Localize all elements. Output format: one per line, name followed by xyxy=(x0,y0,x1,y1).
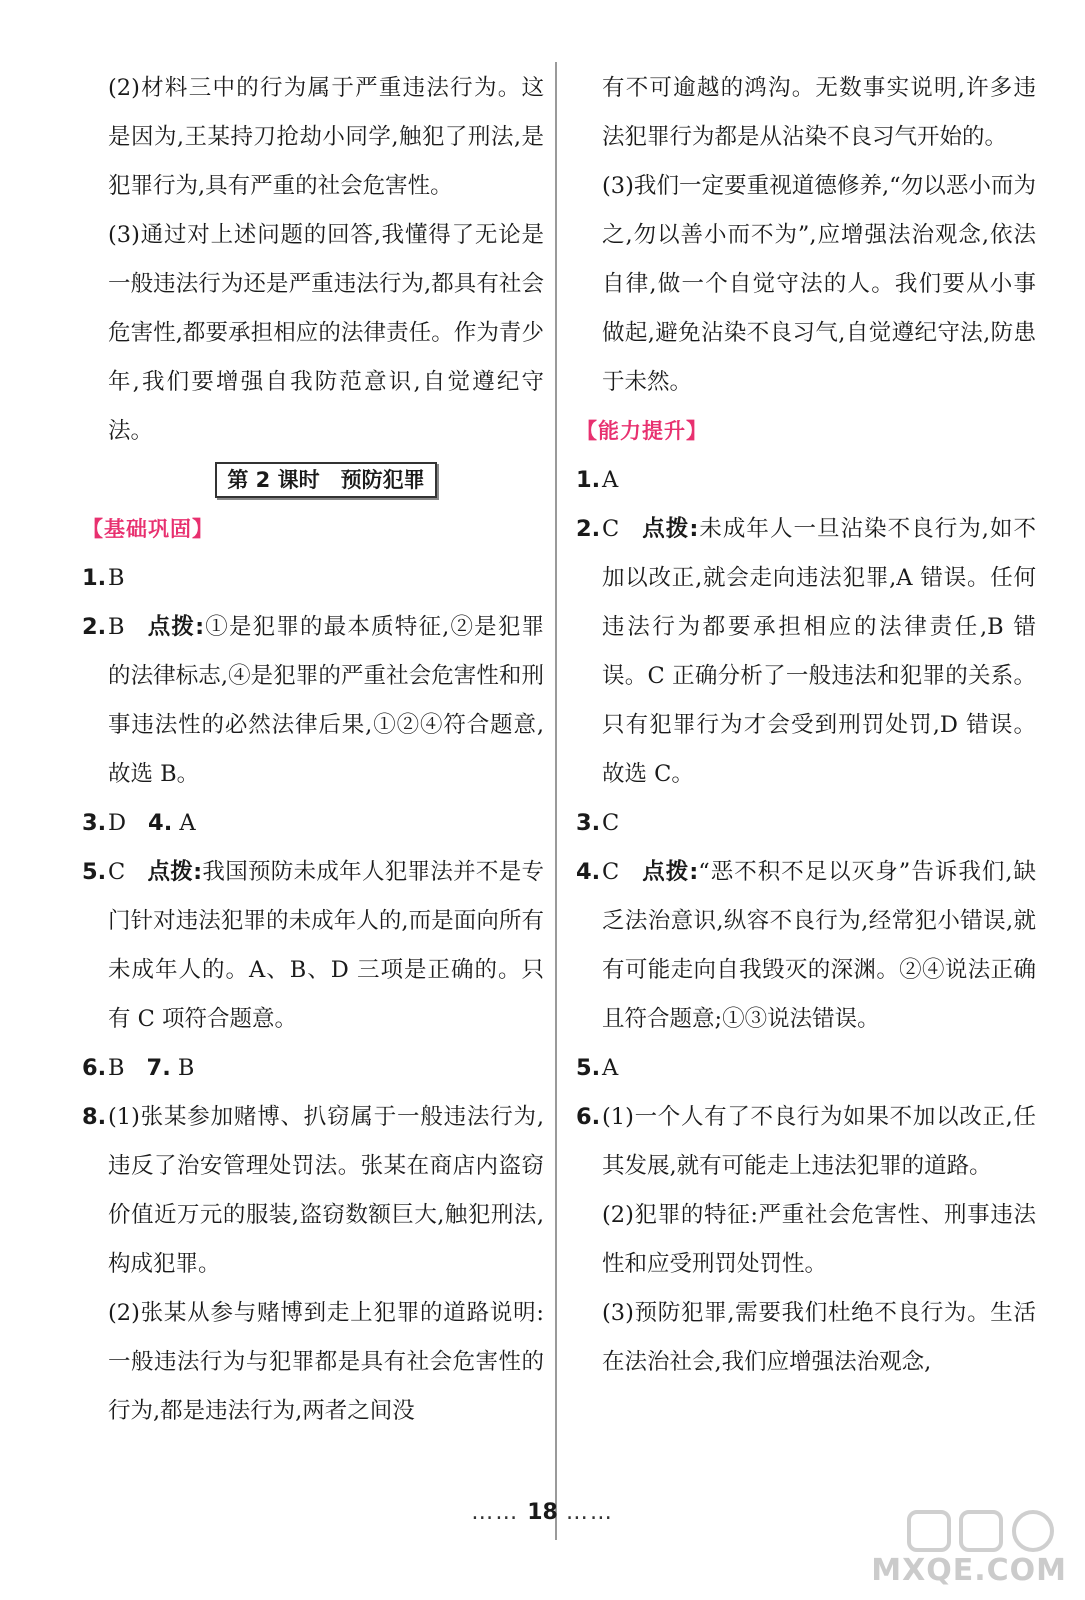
hint-label: 点拨: xyxy=(146,614,205,640)
answer-item xyxy=(82,1093,544,1289)
item-answer: (1)一个人有了不良行为如果不加以改正,任其发展,就有可能走上违法犯罪的道路。 xyxy=(602,1104,1036,1179)
item-answer: B xyxy=(108,614,125,640)
hint-text: 未成年人一旦沾染不良行为,如不加以改正,就会走向违法犯罪,A 错误。任何违法行为都要承担相应的法律责任,B 错误。C 正确分析了一般违法和犯罪的关系。只有犯罪行为才会受到刑罚处罚,D 错误。故选 C。 xyxy=(602,516,1037,787)
right-column xyxy=(576,64,1036,1387)
item-number: 6. xyxy=(576,1104,601,1130)
item-answer-with-hint xyxy=(602,848,1036,1044)
item-answer: B xyxy=(177,1055,195,1081)
item-answer-pair xyxy=(108,799,544,848)
paragraph: (2)犯罪的特征:严重社会危害性、刑事违法性和应受刑罚处罚性。 xyxy=(602,1202,1036,1277)
item-answer: C xyxy=(602,516,620,542)
item-answer: C xyxy=(108,859,126,885)
paragraph: (2)张某从参与赌博到走上犯罪的道路说明:一般违法行为与犯罪都是具有社会危害性的行为,都是违法行为,两者之间没 xyxy=(108,1300,544,1424)
paragraph: (3)我们一定要重视道德修养,“勿以恶小而为之,勿以善小而不为”,应增强法治观念,依法自律,做一个自觉守法的人。我们要从小事做起,避免沾染不良习气,自觉遵纪守法,防患于未然。 xyxy=(602,173,1036,395)
item-number: 3. xyxy=(82,810,107,836)
section-tag-basic: 【基础巩固】 xyxy=(82,517,214,541)
hint-text: “恶不积不足以灭身”告诉我们,缺乏法治意识,纵容不良行为,经常犯小错误,就有可能走向自我毁灭的深渊。②④说法正确且符合题意;①③说法错误。 xyxy=(602,859,1036,1032)
column-divider xyxy=(555,62,557,1540)
item-number: 7. xyxy=(146,1055,171,1081)
answer-item xyxy=(576,1044,1036,1093)
item-answer: (1)张某参加赌博、扒窃属于一般违法行为,违反了治安管理处罚法。张某在商店内盗窃价值近万元的服装,盗窃数额巨大,触犯刑法,构成犯罪。 xyxy=(108,1104,544,1277)
item-answer: A xyxy=(602,467,619,493)
footer-dots: …… xyxy=(565,1500,614,1525)
item-number: 1. xyxy=(576,467,601,493)
item-answer: A xyxy=(179,810,196,836)
paragraph: 有不可逾越的鸿沟。无数事实说明,许多违法犯罪行为都是从沾染不良习气开始的。 xyxy=(602,75,1036,150)
paragraph: (3)预防犯罪,需要我们杜绝不良行为。生活在法治社会,我们应增强法治观念, xyxy=(602,1300,1036,1375)
answer-item xyxy=(82,554,544,603)
footer-dots: …… xyxy=(471,1500,520,1525)
item-number: 5. xyxy=(576,1055,601,1081)
item-answer-with-hint xyxy=(108,848,544,1044)
item-answer: A xyxy=(602,1055,619,1081)
item-answer-pair xyxy=(108,1044,544,1093)
left-column xyxy=(82,64,544,1436)
item-number: 4. xyxy=(576,859,601,885)
item-number: 2. xyxy=(82,614,107,640)
answer-item xyxy=(82,799,544,848)
paragraph: (3)通过对上述问题的回答,我懂得了无论是一般违法行为还是严重违法行为,都具有社会危害性,都要承担相应的法律责任。作为青少年,我们要增强自我防范意识,自觉遵纪守法。 xyxy=(108,222,544,444)
item-number: 3. xyxy=(576,810,601,836)
section-tag-advanced: 【能力提升】 xyxy=(576,419,708,443)
answer-item xyxy=(82,848,544,1044)
item-answer: D xyxy=(108,810,127,836)
item-number: 6. xyxy=(82,1055,107,1081)
watermark-text: MXQE.COM xyxy=(871,1553,1067,1588)
answer-item xyxy=(576,848,1036,1044)
item-answer-with-hint xyxy=(602,505,1036,799)
item-answer: C xyxy=(602,859,620,885)
watermark xyxy=(871,1508,1067,1588)
item-answer: B xyxy=(108,565,125,591)
item-number: 8. xyxy=(82,1104,107,1130)
answer-item xyxy=(576,505,1036,799)
answer-item xyxy=(82,1044,544,1093)
hint-text: 我国预防未成年人犯罪法并不是专门针对违法犯罪的未成年人的,而是面向所有未成年人的。A、B、D 三项是正确的。只有 C 项符合题意。 xyxy=(108,859,544,1032)
item-answer: B xyxy=(108,1055,125,1081)
item-number: 1. xyxy=(82,565,107,591)
lesson-title: 第 2 课时 预防犯罪 xyxy=(215,462,436,498)
item-number: 5. xyxy=(82,859,107,885)
item-answer-with-hint xyxy=(108,603,544,799)
watermark-logo-icon xyxy=(907,1508,1057,1554)
hint-label: 点拨: xyxy=(641,516,699,542)
page-number: 18 xyxy=(527,1500,558,1525)
answer-item xyxy=(576,799,1036,848)
answer-item xyxy=(576,1093,1036,1191)
hint-label: 点拨: xyxy=(641,859,699,885)
paragraph: (2)材料三中的行为属于严重违法行为。这是因为,王某持刀抢劫小同学,触犯了刑法,是犯罪行为,具有严重的社会危害性。 xyxy=(108,75,544,199)
hint-label: 点拨: xyxy=(147,859,203,885)
item-answer: C xyxy=(602,810,620,836)
item-number: 4. xyxy=(148,810,173,836)
lesson-title-box xyxy=(82,456,544,505)
answer-item xyxy=(576,456,1036,505)
answer-item xyxy=(82,603,544,799)
hint-text: ①是犯罪的最本质特征,②是犯罪的法律标志,④是犯罪的严重社会危害性和刑事违法性的必然法律后果,①②④符合题意,故选 B。 xyxy=(108,614,545,787)
item-number: 2. xyxy=(576,516,601,542)
